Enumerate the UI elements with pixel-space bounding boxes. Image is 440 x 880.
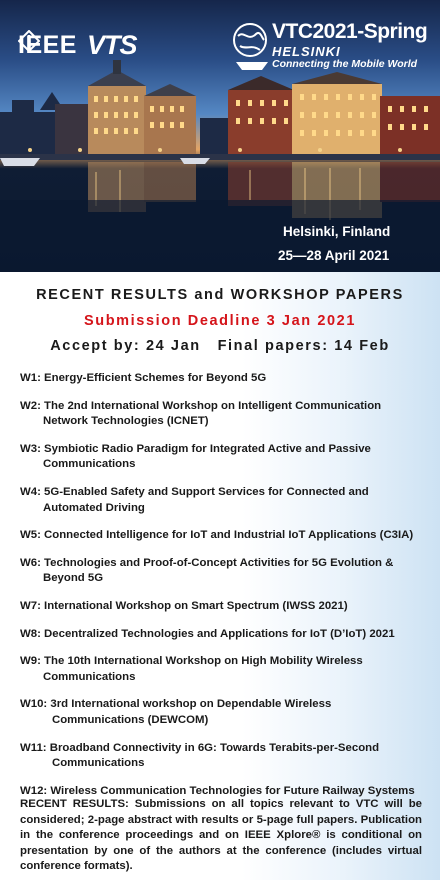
workshop-title-continued: Network Technologies (ICNET) (43, 415, 209, 428)
vtc-title: VTC2021-Spring (272, 20, 428, 43)
workshop-title-continued: Automated Driving (43, 501, 145, 514)
workshop-title: W11: Broadband Connectivity in 6G: Towards Terabits-per-Second (20, 741, 380, 754)
workshop-title: W3: Symbiotic Radio Paradigm for Integrated Active and Passive (20, 442, 371, 455)
vts-logo-text: VTS (86, 30, 137, 60)
workshop-item (20, 485, 425, 516)
workshop-title: W4: 5G-Enabled Safety and Support Services for Connected and (20, 485, 369, 498)
workshop-title: W7: International Workshop on Smart Spectrum (IWSS 2021) (20, 599, 348, 612)
section-title: RECENT RESULTS and WORKSHOP PAPERS (36, 287, 404, 303)
workshop-item (20, 371, 425, 387)
workshop-item (20, 399, 425, 430)
conference-location: Helsinki, Finland (283, 224, 391, 239)
workshop-title: W6: Technologies and Proof-of-Concept Activities for 5G Evolution & (20, 556, 394, 569)
workshop-title: W2: The 2nd International Workshop on Intelligent Communication (20, 399, 382, 412)
workshop-title-continued: Communications (43, 670, 136, 683)
vtc-logo (232, 14, 437, 74)
workshop-item (20, 599, 425, 615)
vtc-tagline: Connecting the Mobile World (272, 58, 418, 70)
ieee-diamond-icon (18, 30, 40, 52)
workshop-title: W10: 3rd International workshop on Dependable Wireless (20, 698, 332, 711)
submission-deadline: Submission Deadline 3 Jan 2021 (83, 313, 357, 329)
acceptance-dates: Accept by: 24 Jan Final papers: 14 Feb (50, 338, 390, 354)
workshop-item (20, 442, 425, 473)
workshop-title: W1: Energy-Efficient Schemes for Beyond 5G (20, 372, 267, 384)
workshop-title: W8: Decentralized Technologies and Applications for IoT (D’IoT) 2021 (20, 627, 395, 640)
recent-results-paragraph: RECENT RESULTS: Submissions on all topics relevant to VTC will be considered; 2-page abstract with results or 5-page full papers. Publication in the conference proceedings and on IEEE Xplore® is conditional on presentation by one of the authors at the conference (includes virtual conference formats). (20, 798, 422, 873)
workshop-list (20, 371, 425, 811)
ieee-vts-logos (18, 30, 137, 61)
workshop-title-continued: Communications (DEWCOM) (52, 713, 209, 726)
workshop-item (20, 654, 425, 685)
ieee-logo-text: IEEE (18, 31, 77, 59)
workshop-item (20, 627, 425, 643)
header-photo (0, 0, 440, 272)
workshop-item (20, 741, 425, 772)
workshop-title-continued: Communications (52, 757, 145, 770)
workshop-item (20, 528, 425, 544)
call-for-papers-body (0, 272, 440, 880)
vtc-city: HELSINKI (272, 44, 341, 59)
workshop-item (20, 556, 425, 587)
workshop-title-continued: Communications (43, 458, 136, 471)
workshop-title: W12: Wireless Communication Technologies for Future Railway Systems (20, 784, 415, 797)
workshop-title-continued: Beyond 5G (43, 572, 104, 585)
workshop-title: W5: Connected Intelligence for IoT and Industrial IoT Applications (C3IA) (20, 529, 414, 542)
workshop-title: W9: The 10th International Workshop on High Mobility Wireless (20, 655, 363, 668)
globe-icon (232, 18, 272, 74)
conference-dates: 25—28 April 2021 (278, 248, 390, 263)
workshop-item (20, 697, 425, 728)
